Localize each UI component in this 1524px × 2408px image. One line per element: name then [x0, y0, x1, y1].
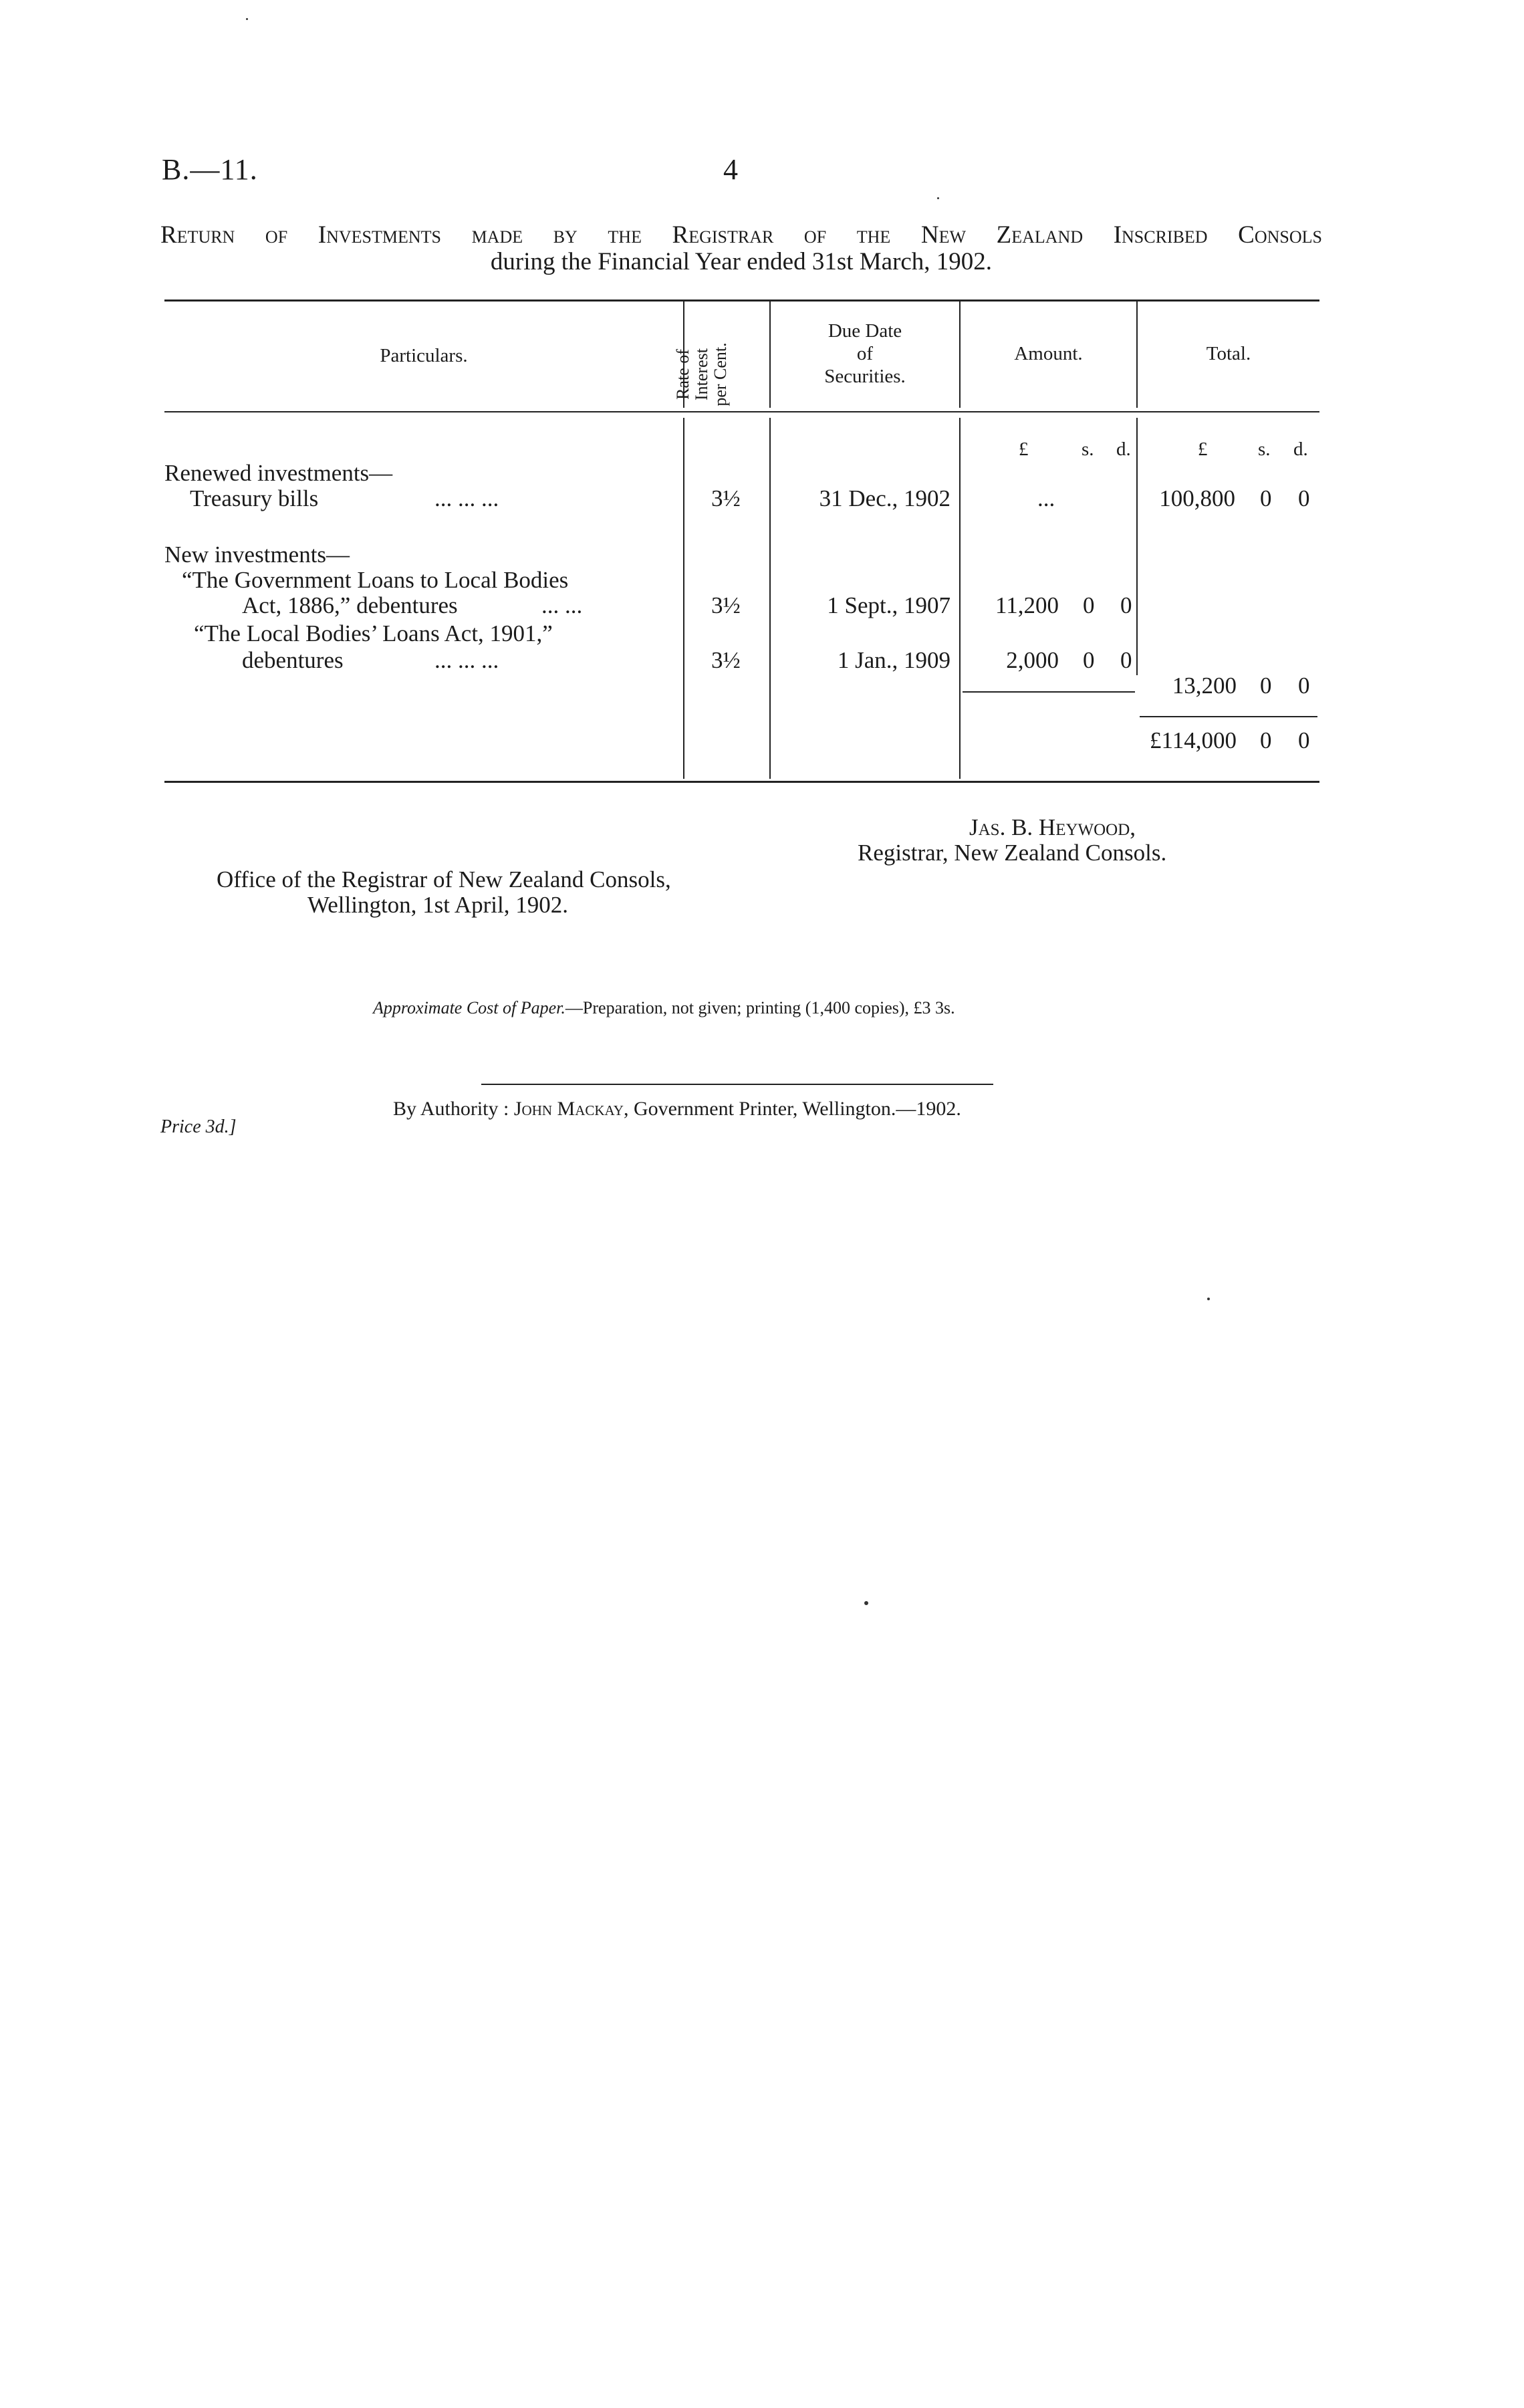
column-rule: [683, 418, 684, 779]
table-row-particulars: “The Government Loans to Local Bodies: [182, 567, 569, 593]
column-header-due-date: [771, 320, 959, 388]
subtotal-rule: [963, 691, 1135, 693]
table-row-due-date: 31 Dec., 1902: [819, 485, 950, 511]
table-row-total-pence: 0: [1298, 485, 1310, 511]
total-shilling-unit: s.: [1258, 439, 1271, 460]
amount-pence-unit: d.: [1116, 439, 1131, 460]
rate-header-line: Interest: [692, 348, 711, 400]
column-header-particulars: Particulars.: [380, 345, 468, 366]
table-row-rate: 3½: [711, 485, 741, 511]
table-row-particulars: debentures: [242, 647, 344, 673]
due-header-line: of: [856, 343, 874, 364]
cost-note-text: —Preparation, not given; printing (1,400 copies), £3 3s.: [565, 998, 955, 1017]
table-row-amount-shillings: 0: [1083, 592, 1095, 618]
grand-total-pounds: £114,000: [1150, 727, 1237, 753]
leader-dots: ... ...: [541, 592, 583, 618]
section-label-renewed: Renewed investments—: [164, 460, 393, 486]
office-line: Office of the Registrar of New Zealand Consols,: [217, 866, 671, 892]
grand-total-shillings: 0: [1260, 727, 1272, 753]
document-code: B.—11.: [162, 153, 258, 186]
scan-speck: [937, 197, 939, 199]
cost-note: [373, 998, 955, 1018]
due-header-line: Due Date: [828, 320, 902, 342]
table-row-due-date: 1 Sept., 1907: [827, 592, 950, 618]
signature-name: Jas. B. Heywood,: [969, 814, 1136, 840]
table-row-amount-pounds: 11,200: [995, 592, 1059, 618]
rate-header-line: Rate of: [673, 349, 692, 400]
table-bottom-rule: [164, 781, 1319, 783]
column-header-amount: Amount.: [1014, 343, 1083, 364]
cost-note-label: Approximate Cost of Paper.: [373, 998, 565, 1017]
total-pound-unit: £: [1198, 439, 1208, 460]
grand-total-pence: 0: [1298, 727, 1310, 753]
printer-name: John Mackay,: [513, 1098, 629, 1120]
authority-prefix: By Authority :: [393, 1098, 509, 1120]
table-header-rule: [164, 411, 1319, 412]
scan-speck: [1207, 1298, 1210, 1300]
authority-rule: [481, 1084, 993, 1085]
table-top-rule: [164, 299, 1319, 302]
signature-title: Registrar, New Zealand Consols.: [858, 840, 1167, 866]
subtotal-shillings: 0: [1260, 673, 1272, 699]
authority-suffix: Government Printer, Wellington.—1902.: [633, 1098, 961, 1120]
scan-speck: [246, 18, 248, 20]
page-subtitle: during the Financial Year ended 31st March, 1902.: [490, 248, 993, 275]
column-header-total: Total.: [1206, 343, 1251, 364]
leader-dots: ... ... ...: [434, 485, 499, 511]
column-rule: [1136, 418, 1138, 675]
page-number: 4: [723, 153, 738, 186]
table-row-amount-pounds: 2,000: [1006, 647, 1059, 673]
total-pence-unit: d.: [1293, 439, 1308, 460]
table-row-amount-pence: 0: [1120, 592, 1132, 618]
amount-shilling-unit: s.: [1082, 439, 1094, 460]
table-row-due-date: 1 Jan., 1909: [837, 647, 950, 673]
section-label-new: New investments—: [164, 541, 350, 568]
office-date: Wellington, 1st April, 1902.: [307, 892, 568, 918]
table-row-total-shillings: 0: [1260, 485, 1272, 511]
subtotal-rule: [1140, 716, 1317, 717]
table-row-total-pounds: 100,800: [1159, 485, 1235, 511]
printer-line: [393, 1098, 961, 1120]
table-row-particulars: Act, 1886,” debentures: [242, 592, 458, 618]
scan-speck: [864, 1601, 868, 1605]
price-label: Price 3d.]: [160, 1116, 237, 1137]
page-title: Return of Investments made by the Registrar of the New Zealand Inscribed Consols: [160, 221, 1322, 249]
table-row-rate: 3½: [711, 592, 741, 618]
column-rule: [959, 418, 961, 779]
leader-dots: ... ... ...: [434, 647, 499, 673]
table-row-rate: 3½: [711, 647, 741, 673]
table-row-particulars: Treasury bills: [190, 485, 319, 511]
table-row-amount-shillings: 0: [1083, 647, 1095, 673]
subtotal-pounds: 13,200: [1172, 673, 1237, 699]
table-row-amount: ...: [1037, 485, 1055, 511]
rate-header-line: per Cent.: [711, 342, 730, 406]
due-header-line: Securities.: [824, 366, 906, 387]
table-row-amount-pence: 0: [1120, 647, 1132, 673]
column-rule: [769, 418, 771, 779]
column-header-rate: [674, 342, 730, 406]
subtotal-pence: 0: [1298, 673, 1310, 699]
table-row-particulars: “The Local Bodies’ Loans Act, 1901,”: [194, 620, 553, 646]
amount-pound-unit: £: [1019, 439, 1029, 460]
